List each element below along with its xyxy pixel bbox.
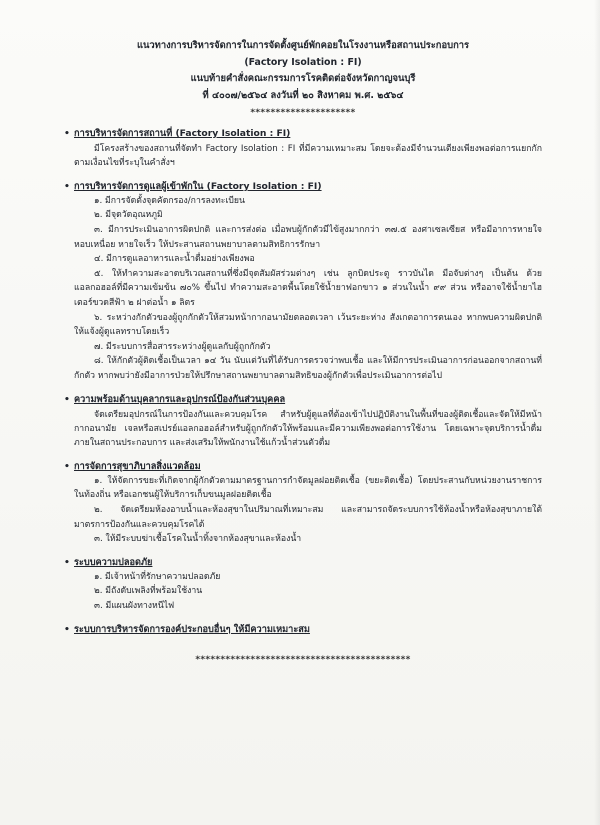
section-heading-text: การบริหารจัดการสถานที่ (Factory Isolation : FI) [74,128,291,139]
doc-attachment-line: แนบท้ายคำสั่งคณะกรรมการโรคติดต่อจังหวัดกาญจนบุรี [190,73,416,84]
section-heading [64,622,542,637]
section-heading [64,392,542,407]
bullet-icon: • [64,556,70,568]
list-item: ๘. ให้กักตัวผู้ติดเชื้อเป็นเวลา ๑๔ วัน นับแต่วันที่ได้รับการตรวจว่าพบเชื้อ และให้มีการประเมินอาการก่อนออกจากสถานที่กักตัว หากพบว่ายังมีอาการป่วยให้ปรึกษาสถานพยาบาลตามสิทธิของผู้กักตัวเพื่อประเมินอาการต่อไป [74,356,542,381]
section-resident-care [64,179,542,384]
bullet-icon: • [64,128,70,139]
section-safety [64,555,542,614]
section-heading-text: ระบบความปลอดภัย [74,556,153,568]
list-item: ๒. มีจุดวัดอุณหภูมิ [94,210,163,221]
bullet-icon: • [64,180,70,192]
section-personnel-ppe [64,392,542,451]
list-item: ๒. จัดเตรียมห้องอาบน้ำและห้องสุขาในปริมาณที่เหมาะสม และสามารถจัดระบบการใช้ห้องน้ำหรือห้องสุขาภายใต้มาตรการป้องกันและควบคุมโรคได้ [74,504,542,530]
bullet-icon: • [64,623,70,635]
list-item: ๑. มีการจัดตั้งจุดคัดกรอง/การลงทะเบียน [94,195,245,206]
section-heading [64,179,542,194]
section-place-management [64,126,542,171]
section-paragraph: จัดเตรียมอุปกรณ์ในการป้องกันและควบคุมโรค สำหรับผู้ดูแลที่ต้องเข้าไปปฏิบัติงานในพื้นที่ของผู้ติดเชื้อและจัดให้มีหน้ากากอนามัย เจลหรือสเปรย์แอลกอฮอล์สำหรับผู้ถูกกักตัวให้พร้อมและมีความเพียงพอต่อการใช้งาน โดยเฉพาะจุดบริการน้ำดื่มภายในสถานประกอบการ และส่งเสริมให้พนักงานใช้แก้วน้ำส่วนตัวดื่ม [74,409,542,449]
section-heading [64,126,542,141]
document-header [64,38,542,118]
section-paragraph: มีโครงสร้างของสถานที่จัดทำ Factory Isolation : FI ที่มีความเหมาะสม โดยจะต้องมีจำนวนเตียงเพียงพอต่อการแยกกัก ตามเงื่อนไขที่ระบุในคำสั่งฯ [74,144,542,169]
list-item: ๓. ให้มีระบบฆ่าเชื้อโรคในน้ำทิ้งจากห้องสุขาและห้องน้ำ [94,534,302,545]
bullet-icon: • [64,393,70,405]
list-item: ๑. ให้จัดการขยะที่เกิดจากผู้กักตัวตามมาตรฐานการกำจัดมูลฝอยติดเชื้อ (ขยะติดเชื้อ) โดยประสานกับหน่วยงานราชการในท้องถิ่น หรือเอกชนผู้ให้บริการเก็บขนมูลฝอยติดเชื้อ [74,475,542,501]
section-other-components [64,622,542,637]
list-item: ๖. ระหว่างกักตัวของผู้ถูกกักตัวให้สวมหน้ากากอนามัยตลอดเวลา เว้นระยะห่าง สังเกตอาการตนเอง หากพบความผิดปกติให้แจ้งผู้ดูแลทราบโดยเร็ว [74,312,542,338]
section-heading-text: การบริหารจัดการดูแลผู้เข้าพักใน (Factory Isolation : FI) [74,180,322,192]
list-item: ๔. มีการดูแลอาหารและน้ำดื่มอย่างเพียงพอ [94,254,255,265]
list-item: ๓. มีแผนผังทางหนีไฟ [94,600,175,611]
list-item: ๕. ให้ทำความสะอาดบริเวณสถานที่ซึ่งมีจุดสัมผัสร่วมต่างๆ เช่น ลูกบิดประตู ราวบันได มือจับต่างๆ เป็นต้น ด้วยแอลกอฮอล์ที่มีความเข้มข้น ๗๐% ขึ้นไป ทำความสะอาดพื้นโดยใช้น้ำยาฟอกขาว ๑ ส่วนในน้ำ ๙๙ ส่วน หรืออาจใช้น้ำยาไฮเตอร์ขวดสีฟ้า ๒ ฝาต่อน้ำ ๑ ลิตร [74,268,542,308]
section-sanitation [64,459,542,547]
list-item: ๗. มีระบบการสื่อสารระหว่างผู้ดูแลกับผู้ถูกกักตัว [94,341,271,352]
list-item: ๑. มีเจ้าหน้าที่รักษาความปลอดภัย [94,571,221,582]
doc-subtitle: (Factory Isolation : FI) [244,56,362,68]
section-heading [64,459,542,474]
section-heading [64,555,542,570]
list-item: ๒. มีถังดับเพลิงที่พร้อมใช้งาน [94,586,203,597]
footer-star-divider: ******************************************* [195,654,411,665]
section-heading-text: การจัดการสุขาภิบาลสิ่งแวดล้อม [74,460,201,472]
list-item: ๓. มีการประเมินอาการผิดปกติ และการส่งต่อ เมื่อพบผู้กักตัวมีไข้สูงมากกว่า ๓๗.๕ องศาเซลเซียส หรือมีอาการหายใจหอบเหนื่อย หายใจเร็ว ให้ประสานสถานพยาบาลตามสิทธิการรักษา [74,225,542,250]
section-heading-text: ระบบการบริหารจัดการองค์ประกอบอื่นๆ ให้มีความเหมาะสม [74,623,310,635]
section-heading-text: ความพร้อมด้านบุคลากรและอุปกรณ์ป้องกันส่วนบุคคล [74,393,286,405]
page-edge-shadow [594,0,600,825]
bullet-icon: • [64,460,70,472]
doc-reference-line: ที่ ๔๐๐๗/๒๕๖๔ ลงวันที่ ๒๐ สิงหาคม พ.ศ. ๒๕๖๔ [202,89,404,101]
doc-title: แนวทางการบริหารจัดการในการจัดตั้งศูนย์พักคอยในโรงงานหรือสถานประกอบการ [136,40,470,51]
header-star-divider: ********************* [250,108,356,118]
